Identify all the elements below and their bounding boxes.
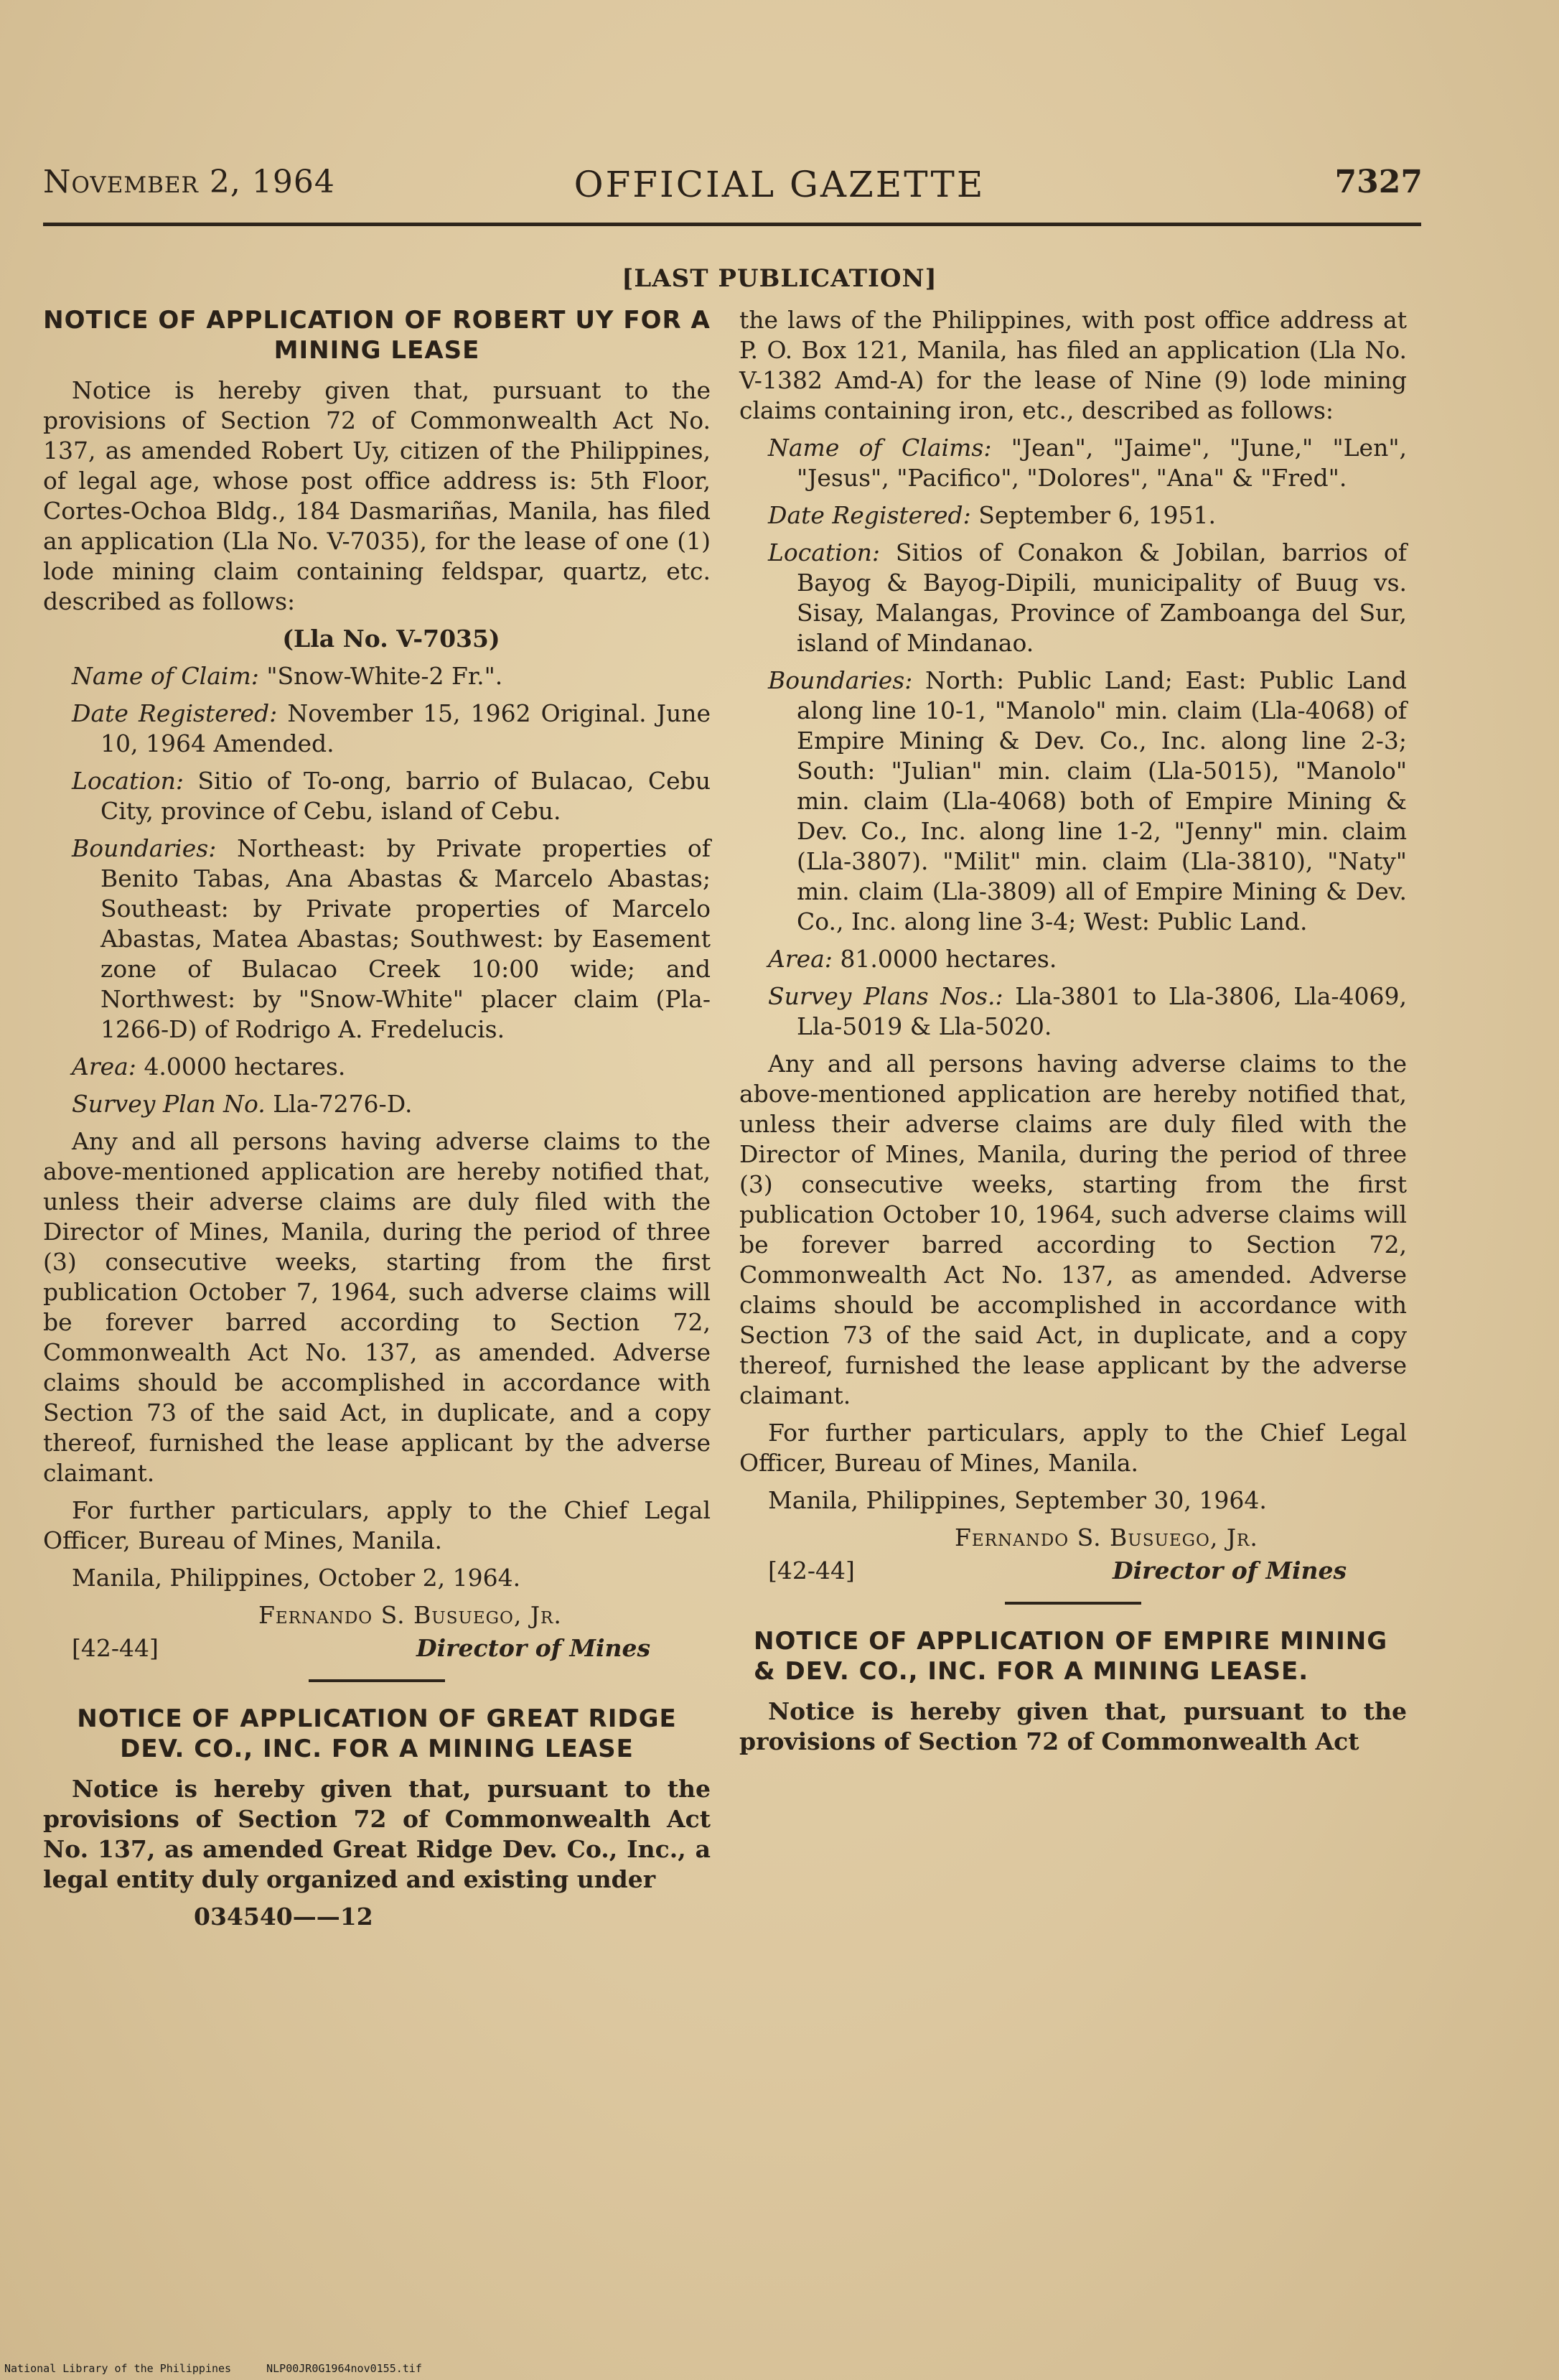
notice2-title: NOTICE OF APPLICATION OF GREAT RIDGE DEV. CO., INC. FOR A MINING LEASE xyxy=(77,1704,677,1763)
issue-code: [42-44] xyxy=(72,1634,159,1662)
section-divider xyxy=(1005,1602,1141,1605)
issue-date: November 2, 1964 xyxy=(43,164,335,200)
field-value: 4.0000 hectares. xyxy=(144,1053,346,1081)
notice1-title: NOTICE OF APPLICATION OF ROBERT UY FOR A MINING LEASE xyxy=(43,306,711,365)
notice2-survey-field xyxy=(739,981,1407,1042)
notice2-boundaries-field xyxy=(739,666,1407,937)
field-label: Survey Plans Nos.: xyxy=(768,982,1003,1010)
field-value: Sitios of Conakon & Jobilan, barrios of Bayog & Bayog-Dipili, municipality of Buug vs. Sisay, Malangas, Province of Zamboanga del Sur, island of Mindanao. xyxy=(797,538,1407,657)
notice1-particulars: For further particulars, apply to the Chief Legal Officer, Bureau of Mines, Manila. xyxy=(43,1496,711,1554)
publication-mark: [LAST PUBLICATION] xyxy=(622,264,937,293)
notice2-adverse-claims: Any and all persons having adverse claims to the above-mentioned application are hereby notified that, unless their adverse claims are duly filed with the Director of Mines, Manila, during the period of three (3) consecutive weeks, starting from the first publication October 10, 1964, such adverse claims will be forever barred according to Section 72, Commonwealth Act No. 137, as amended. Adverse claims should be accomplished in accordance with Section 73 of the said Act, in duplicate, and a copy thereof, furnished the lease applicant by the adverse claimant. xyxy=(739,1050,1407,1409)
notice1-boundaries-field xyxy=(43,834,711,1045)
notice1-claim-field xyxy=(43,661,711,691)
field-label: Name of Claims: xyxy=(768,434,992,462)
signer-title: Director of Mines xyxy=(416,1634,651,1662)
job-number: 034540——12 xyxy=(194,1903,373,1931)
notice1-survey-field xyxy=(43,1089,711,1119)
field-label: Survey Plan No. xyxy=(72,1090,266,1118)
notice2-continued: the laws of the Philippines, with post office address at P. O. Box 121, Manila, has filed an application (Lla No. V-1382 Amd-A) for the lease of Nine (9) lode mining claims containing iron, etc., described as follows: xyxy=(739,306,1407,424)
scan-filename: NLP00JR0G1964nov0155.tif xyxy=(266,2362,422,2375)
notice2-location-field xyxy=(739,538,1407,658)
notice2-claims-field xyxy=(739,433,1407,493)
field-value: Northeast: by Private properties of Benito Tabas, Ana Abastas & Marcelo Abastas; Southeast: by Private properties of Marcelo Abastas, Matea Abastas; Southwest: by Easement zone of Bulacao Creek 10:00 wide; and Northwest: by "Snow-White" placer claim (Pla-1266-D) of Rodrigo A. Fredelucis. xyxy=(100,834,711,1043)
notice1-app-no: (Lla No. V-7035) xyxy=(282,625,500,653)
field-label: Area: xyxy=(72,1053,136,1081)
notice1-signature xyxy=(43,1600,711,1665)
signer-name: Fernando S. Busuego, Jr. xyxy=(955,1523,1258,1551)
field-value: Lla-3801 to Lla-3806, Lla-4069, Lla-5019 & Lla-5020. xyxy=(797,982,1407,1040)
signer-title: Director of Mines xyxy=(1113,1557,1347,1585)
signer-name: Fernando S. Busuego, Jr. xyxy=(258,1601,562,1629)
field-label: Name of Claim: xyxy=(72,662,259,690)
notice3-title: NOTICE OF APPLICATION OF EMPIRE MINING & DEV. CO., INC. FOR A MINING LEASE. xyxy=(754,1627,1388,1686)
field-label: Boundaries: xyxy=(72,834,217,862)
field-value: North: Public Land; East: Public Land along line 10-1, "Manolo" min. claim (Lla-4068) of Empire Mining & Dev. Co., Inc. along line 2-3; South: "Julian" min. claim (Lla-5015), "Manolo" min. claim (Lla-4068) both of Empire Mining & Dev. Co., Inc. along line 1-2, "Jenny" min. claim (Lla-3807). "Milit" min. claim (Lla-3810), "Naty" min. claim (Lla-3809) all of Empire Mining & Dev. Co., Inc. along line 3-4; West: Public Land. xyxy=(797,666,1407,935)
scan-footer xyxy=(4,2362,451,2375)
notice1-adverse-claims: Any and all persons having adverse claims to the above-mentioned application are hereby notified that, unless their adverse claims are duly filed with the Director of Mines, Manila, during the period of three (3) consecutive weeks, starting from the first publication October 7, 1964, such adverse claims will be forever barred according to Section 72, Commonwealth Act No. 137, as amended. Adverse claims should be accomplished in accordance with Section 73 of the said Act, in duplicate, and a copy thereof, furnished the lease applicant by the adverse claimant. xyxy=(43,1127,711,1487)
notice2-signature xyxy=(739,1523,1407,1587)
field-label: Boundaries: xyxy=(768,666,913,694)
notice2-intro: Notice is hereby given that, pursuant to the provisions of Section 72 of Commonwealth Act No. 137, as amended Great Ridge Dev. Co., Inc., a legal entity duly organized and existing under xyxy=(43,1775,711,1893)
field-label: Date Registered: xyxy=(768,501,971,529)
field-value: Sitio of To-ong, barrio of Bulacao, Cebu City, province of Cebu, island of Cebu. xyxy=(100,767,711,825)
issue-code: [42-44] xyxy=(768,1557,855,1585)
field-label: Date Registered: xyxy=(72,699,278,727)
notice2-date-field xyxy=(739,500,1407,531)
field-value: November 15, 1962 Original. June 10, 1964 Amended. xyxy=(100,699,711,757)
notice1-intro: Notice is hereby given that, pursuant to the provisions of Section 72 of Commonwealth Act No. 137, as amended Robert Uy, citizen of the Philippines, of legal age, whose post office address is: 5th Floor, Cortes-Ochoa Bldg., 184 Dasmariñas, Manila, has filed an application (Lla No. V-7035), for the lease of one (1) lode mining claim containing feldspar, quartz, etc. described as follows: xyxy=(43,376,711,615)
notice1-place-date: Manila, Philippines, October 2, 1964. xyxy=(72,1564,521,1592)
notice2-particulars: For further particulars, apply to the Chief Legal Officer, Bureau of Mines, Manila. xyxy=(739,1419,1407,1477)
left-column xyxy=(43,305,711,1939)
field-value: September 6, 1951. xyxy=(978,501,1216,529)
field-label: Location: xyxy=(768,538,880,566)
header-rule xyxy=(43,223,1421,226)
section-divider xyxy=(309,1679,445,1682)
page-number: 7327 xyxy=(1334,164,1423,200)
field-label: Area: xyxy=(768,945,833,973)
notice1-date-field xyxy=(43,699,711,759)
right-column xyxy=(739,305,1407,1764)
field-value: 81.0000 hectares. xyxy=(840,945,1057,973)
notice2-place-date: Manila, Philippines, September 30, 1964. xyxy=(768,1486,1267,1514)
notice3-intro: Notice is hereby given that, pursuant to the provisions of Section 72 of Commonwealth Act xyxy=(739,1697,1407,1755)
field-value: Lla-7276-D. xyxy=(273,1090,413,1118)
library-credit: National Library of the Philippines xyxy=(4,2362,232,2375)
field-value: "Jean", "Jaime", "June," "Len", "Jesus", "Pacifico", "Dolores", "Ana" & "Fred". xyxy=(797,434,1407,492)
publication-title: OFFICIAL GAZETTE xyxy=(573,164,986,205)
notice1-area-field xyxy=(43,1052,711,1082)
field-value: "Snow-White-2 Fr.". xyxy=(266,662,503,690)
notice1-location-field xyxy=(43,766,711,826)
field-label: Location: xyxy=(72,767,184,795)
notice2-area-field xyxy=(739,944,1407,974)
